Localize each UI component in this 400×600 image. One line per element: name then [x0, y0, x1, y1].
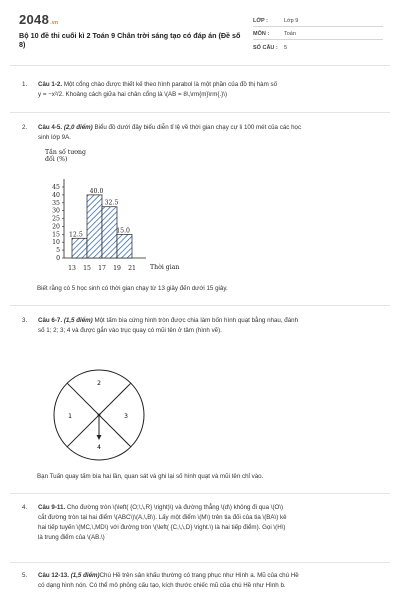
question-number: 5. [22, 572, 28, 579]
question-note: Bạn Tuấn quay tấm bìa hai lần, quan sát và ghi lại số hình quạt và mũi tên chỉ vào. [37, 473, 264, 480]
question-text: Biểu đồ dưới đây biểu diễn tỉ lệ về thời gian chạy cự li 100 mét của các học [94, 124, 302, 131]
question-points: (1,5 điểm) [63, 317, 93, 324]
question-text: Một tấm bìa cứng hình tròn được chia làm bốn hình quạt bằng nhau, đánh [94, 317, 299, 324]
sector-label: 4 [97, 444, 101, 451]
question-label: Câu 4-5. [38, 124, 63, 131]
y-tick-label: 0 [56, 255, 60, 262]
question-label: Câu 9-11. [38, 504, 66, 511]
meta-class-key: LỚP : [253, 18, 268, 24]
y-tick-label: 15 [52, 231, 60, 239]
logo-suffix: .vn [50, 20, 59, 26]
histogram-bar [72, 238, 87, 258]
y-tick-label: 40 [52, 191, 60, 199]
y-tick-label: 10 [52, 239, 60, 247]
histogram-bar [117, 234, 132, 258]
x-tick-label: 13 [68, 265, 76, 272]
divider [10, 305, 390, 306]
meta-subject-key: MÔN : [253, 31, 270, 37]
x-axis-label: Thời gian [150, 264, 180, 271]
histogram-chart [35, 146, 225, 278]
x-tick-label: 19 [113, 265, 121, 272]
sector-label: 1 [68, 413, 72, 420]
bar-value-label: 40.0 [89, 187, 104, 195]
bar-value-label: 12.5 [69, 231, 83, 239]
spinner-arrowhead [97, 435, 102, 440]
y-tick-label: 25 [52, 215, 60, 223]
question-label: Câu 1-2. [38, 81, 63, 88]
question-text: hai tiếp tuyến \(MC,\,MD\) với đường tròn \(\left( {C,\,\,D} \right.\) là hai tiếp điểm). Gọi \(H\) [38, 524, 286, 531]
sector-label: 2 [97, 380, 101, 387]
question-points: (1,5 điểm) [70, 572, 100, 579]
meta-count-value: 5 [284, 45, 288, 51]
meta-class-value: Lớp 9 [284, 18, 299, 24]
x-tick-label: 15 [83, 265, 91, 272]
question-text: cắt đường tròn tại hai điểm \(ABC\)\(A,\,B\). Lấy một điểm \(M\) trên tia đối của tia \(BA\) kẻ [38, 514, 287, 521]
y-axis-label: đối (%) [45, 156, 68, 163]
question-text: số 1; 2; 3; 4 và được gắn vào trục quay có mũi tên ở tâm (hình vẽ). [38, 327, 222, 334]
question-text: Chú Hề trên sân khấu thường có trang phục như Hình a. Mũ của chú Hề [99, 572, 299, 579]
divider [253, 39, 383, 40]
question-text: Cho đường tròn \(\left( {O;\,\,R} \right)\) và đường thẳng \(d\) không đi qua \(O\) [66, 504, 284, 511]
meta-subject-value: Toán [284, 31, 296, 37]
question-text: sinh lớp 9A. [38, 134, 71, 141]
spinner-wheel-figure [51, 367, 147, 463]
y-tick-label: 35 [52, 199, 60, 207]
sector-label: 3 [124, 413, 128, 420]
divider [10, 65, 390, 66]
question-note: Biết rằng có 5 học sinh có thời gian chạy từ 13 giây đến dưới 15 giây. [37, 285, 228, 292]
meta-count-key: SỐ CÂU : [253, 45, 278, 51]
exam-title: Bộ 10 đề thi cuối kì 2 Toán 9 Chân trời sáng tạo có đáp án (Đề số 8) [19, 31, 241, 49]
question-points: (2,0 điểm) [63, 124, 93, 131]
x-tick-label: 21 [128, 265, 136, 272]
logo-text: 2048 [19, 12, 50, 27]
question-text: có dạng hình nón. Có thể mô phỏng cấu tạo, kích thước chiếc mũ của chú Hề như Hình b. [38, 582, 286, 589]
bar-value-label: 15.0 [116, 227, 130, 235]
spinner-pivot [98, 414, 101, 417]
divider [10, 112, 390, 113]
y-tick-label: 45 [52, 184, 60, 191]
y-tick-label: 20 [52, 223, 60, 231]
bar-value-label: 32.5 [104, 199, 119, 207]
divider [253, 26, 383, 27]
question-text: là trung điểm của \(AB.\) [38, 534, 105, 541]
question-label: Câu 6-7. [38, 317, 63, 324]
y-tick-label: 30 [52, 207, 60, 215]
divider [10, 562, 390, 563]
y-tick-label: 5 [56, 247, 60, 255]
question-text: Một cổng chào được thiết kế theo hình parabol là một phần của đồ thị hàm số [63, 81, 278, 88]
question-label: Câu 12-13. [38, 572, 69, 579]
question-text: y = −x²/2. Khoảng cách giữa hai chân cổng là \(AB = 8\,\rm{m}\rm{.}\) [38, 91, 228, 98]
question-number: 4. [22, 504, 28, 511]
question-number: 3. [22, 317, 28, 324]
question-number: 1. [22, 81, 28, 88]
site-logo[interactable] [19, 12, 58, 27]
divider [10, 493, 390, 494]
histogram-bar [87, 195, 102, 258]
question-number: 2. [22, 124, 28, 131]
x-tick-label: 17 [98, 265, 106, 272]
y-axis-label: Tần số tương [45, 149, 86, 156]
histogram-bar [102, 207, 117, 258]
page-header [0, 0, 400, 64]
